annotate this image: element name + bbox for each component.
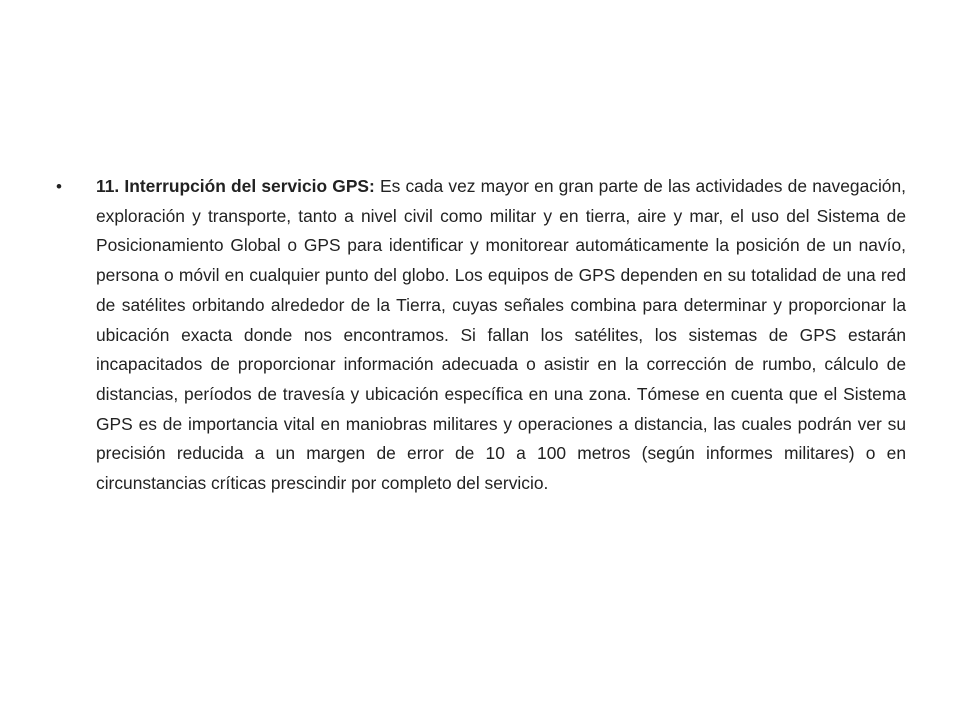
bullet-paragraph: [96, 172, 906, 499]
bullet-item: [56, 172, 906, 499]
bullet-title: 11. Interrupción del servicio GPS:: [96, 176, 375, 196]
bullet-body: Es cada vez mayor en gran parte de las actividades de navegación, exploración y transporte, tanto a nivel civil como militar y en tierra, aire y mar, el uso del Sistema de Posicionamiento Global o GPS para identificar y monitorear automáticamente la posición de un navío, persona o móvil en cualquier punto del globo. Los equipos de GPS dependen en su totalidad de una red de satélites orbitando alrededor de la Tierra, cuyas señales combina para determinar y proporcionar la ubicación exacta donde nos encontramos. Si fallan los satélites, los sistemas de GPS estarán incapacitados de proporcionar información adecuada o asistir en la corrección de rumbo, cálculo de distancias, períodos de travesía y ubicación específica en una zona. Tómese en cuenta que el Sistema GPS es de importancia vital en maniobras militares y operaciones a distancia, las cuales podrán ver su precisión reducida a un margen de error de 10 a 100 metros (según informes militares) o en circunstancias críticas prescindir por completo del servicio.: [96, 176, 906, 494]
bullet-marker: •: [56, 177, 62, 196]
